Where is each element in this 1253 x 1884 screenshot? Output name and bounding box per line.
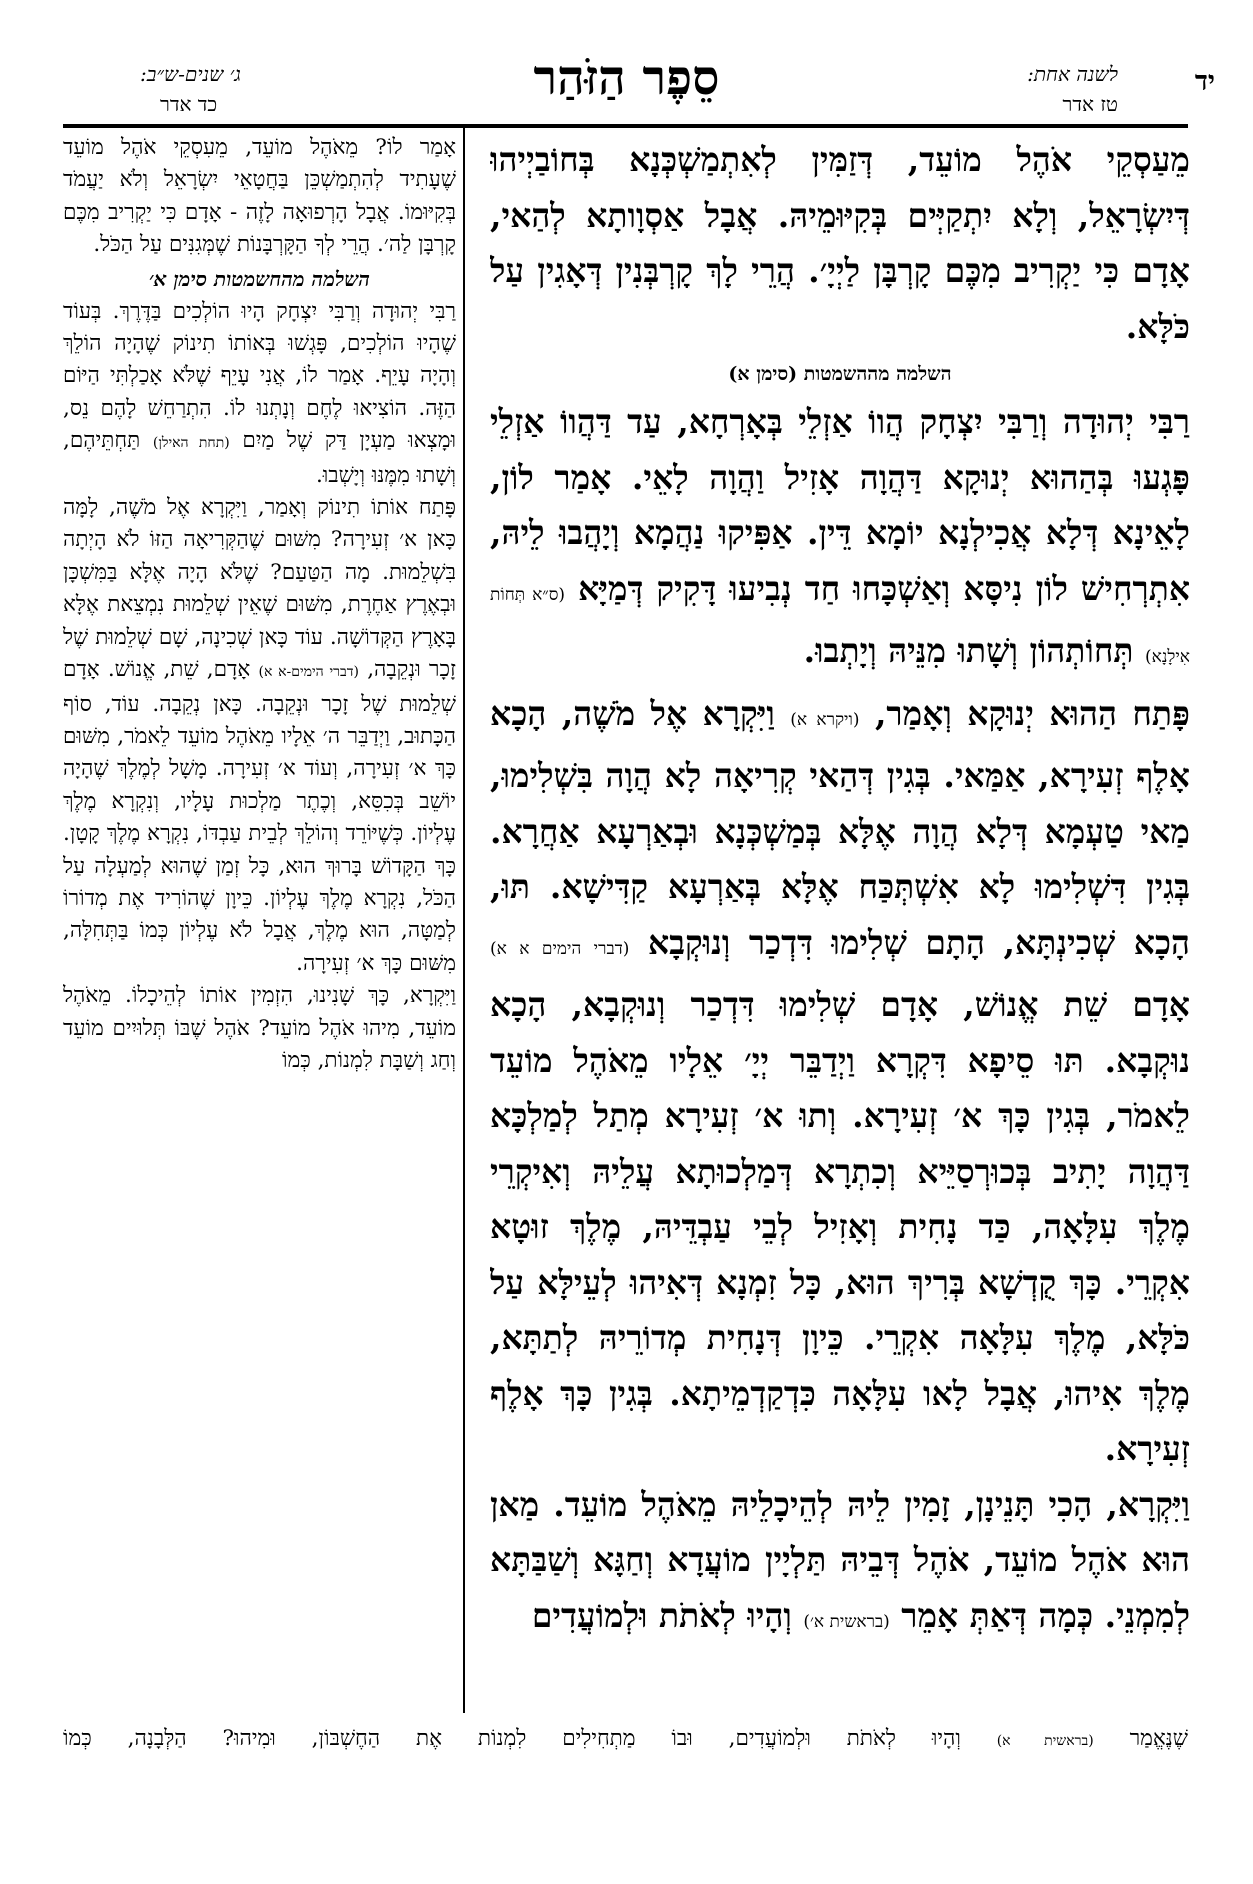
bottom-text-a: שֶׁנֶּאֱמַר [1129,1726,1188,1751]
translation-column [63,132,456,1742]
side-paragraph-2-ref: (תחת האילן) [152,435,230,452]
side-paragraph-3-ref: (דברי הימים-א א) [258,664,359,681]
main-section-title: השלמה מההשמטות (סימן א) [728,363,952,385]
page-number: יד [1194,66,1215,97]
main-paragraph-3-c: אָדָם שֵׁת אֱנוֹשׁ, אָדָם שְׁלִימוּ דִּדְכַר וְנוּקְבָא, הָכָא נוּקְבָא. תּוּ סֵיפָא דִּקְרָא וַיְדַבֵּר יְיָ׳ אֵלָיו מֵאֹהֶל מוֹעֵד לֵאמֹר, בְּגִין כָּךְ א׳ זְעִירָא. וְתוּ א׳ זְעִירָא מְתַל לְמַלְכָּא דַּהֲוָה יָתִיב בְּכוּרְסַיֵּיא וְכִתְרָא דְּמַלְכוּתָא עֲלֵיהּ וְאִיקְרֵי מֶלֶךְ עִלָּאָה, כַּד נָחִית וְאָזִיל לְבֵי עַבְדֵּיהּ, מֶלֶךְ זוּטָא אִקְרֵי. כָּךְ קֻדְשָׁא בְּרִיךְ הוּא, כָּל זִמְנָא דְּאִיהוּ לְעֵילָּא עַל כֹּלָּא, מֶלֶךְ עִלָּאָה אִקְרֵי. כֵּיוָן דְּנָחִית מְדוֹרֵיהּ לְתַתָּא, מֶלֶךְ אִיהוּ, אֲבָל לָאו עִלָּאָה כִּדְקַדְמֵיתָא. בְּגִין כָּךְ אָלֶף זְעִירָא. [490,985,1190,1468]
header-rule [63,124,1188,128]
side-paragraph-2 [63,296,456,492]
header-right-schedule: לשנה אחת: [1027,62,1118,86]
side-paragraph-2-a: רַבִּי יְהוּדָה וְרַבִּי יִצְחָק הָיוּ הוֹלְכִים בַּדֶּרֶךְ. בְּעוֹד שֶׁהָיוּ הוֹלְכִים, פָּגְשׁוּ בְּאוֹתוֹ תִינוֹק שֶׁהָיָה הוֹלֵךְ וְהָיָה עָיֵף. אָמַר לוֹ, אֲנִי עָיֵף שֶׁלֹּא אָכַלְתִּי הַיּוֹם הַזֶּה. הוֹצִיאוּ לֶחֶם וְנָתְנוּ לוֹ. הִתְרַחֵשׁ לָהֶם נֵס, וּמָצְאוּ מַעְיָן דַּק שֶׁל מַיִם [63,298,456,454]
main-paragraph-2 [490,394,1190,686]
side-paragraph-3-a: פָּתַח אוֹתוֹ תִינוֹק וְאָמַר, וַיִּקְרָא אֶל מֹשֶׁה, לָמָּה כָּאן א׳ זְעִירָה? מִשּׁוּם שֶׁהַקְּרִיאָה הַזּוֹ לֹא הָיְתָה בִּשְׁלֵמוּת. מָה הַטַּעַם? שֶׁלֹּא הָיָה אֶלָּא בַּמִּשְׁכָּן וּבְאֶרֶץ אַחֶרֶת, מִשּׁוּם שֶׁאֵין שְׁלֵמוּת נִמְצֵאת אֶלָּא בָּאָרֶץ הַקְּדוֹשָׁה. עוֹד כָּאן שְׁכִינָה, שָׁם שְׁלֵמוּת שֶׁל זָכָר וּנְקֵבָה, [63,495,456,683]
main-paragraph-4-b: וְהָיוּ לְאֹתֹת וּלְמוֹעֲדִים [531,1595,792,1635]
book-title: סֵפֶר הַזֹּהַר [533,50,720,106]
side-paragraph-4: וַיִּקְרָא, כָּךְ שָׁנִינוּ, הִזְמִין אוֹתוֹ לְהֵיכָלוֹ. מֵאֹהֶל מוֹעֵד, מִיהוּ אֹהֶל מוֹעֵד? אֹהֶל שֶׁבּוֹ תְּלוּיִים מוֹעֵד וְחַג וְשַׁבָּת לִמְנוֹת, כְּמוֹ [63,983,456,1073]
main-paragraph-3-b: וַיִּקְרָא אֶל מֹשֶׁה, הָכָא אָלֶף זְעִירָא, אַמַּאי. בְּגִין דְּהַאי קְרִיאָה לָא הֲוָה בִּשְׁלִימוּ, מַאי טַעְמָא דְּלָא הֲוָה אֶלָּא בְּמַשְׁכְּנָא וּבְאַרְעָא אַחֲרָא. בְּגִין דִּשְׁלִימוּ לָא אִשְׁתְּכַּח אֶלָּא בְּאַרְעָא קַדִּישָׁא. תּוּ, הָכָא שְׁכִינְתָּא, הָתָם שְׁלִימוּ דִּדְכַר וְנוּקְבָא [490,693,1190,962]
header-left-schedule: ג׳ שנים-ש״ב: [140,62,241,86]
bottom-text-b: וְהָיוּ לְאֹתֹת וּלְמוֹעֲדִים, וּבוֹ מַתְחִילִים לִמְנוֹת אֶת הַחֶשְׁבּוֹן, וּמִיהוּ? הַלְּבָנָה, כְּמוֹ [63,1726,961,1751]
main-paragraph-2-text: רַבִּי יְהוּדָה וְרַבִּי יִצְחָק הֲווֹ אַזְלֵי בְּאָרְחָא, עַד דַּהֲווֹ אַזְלֵי פָּגְעוּ בְּהַהוּא יְנוּקָא דַּהֲוָה אָזִיל וַהֲוָה לָאֵי. אָמַר לוֹן, לָאֵינָא דְּלָא אֲכִילְנָא יוֹמָא דֵּין. אַפִּיקוּ נַהֲמָא וְיָהֲבוּ לֵיהּ, אִתְרְחִישׁ לוֹן נִיסָּא וְאַשְׁכָּחוּ חַד נְבִיעוּ דָּקִיק דְּמַיָּא [490,402,1190,608]
side-paragraph-3 [63,492,456,980]
header-left-date: כד אדר [160,92,218,116]
main-paragraph-3 [490,686,1190,1477]
main-text-column [490,132,1190,1717]
main-paragraph-4-a: וַיִּקְרָא, הָכִי תָּנֵינָן, זָמִין לֵיהּ לְהֵיכָלֵיהּ מֵאֹהֶל מוֹעֵד. מַאן הוּא אֹהֶל מוֹעֵד, אֹהֶל דְּבֵיהּ תַּלְיָין מוֹעֲדָא וְחַגָּא וְשַׁבַּתָּא לְמִמְנֵי. כְּמָה דְּאַתְּ אָמֵר [490,1484,1190,1635]
main-paragraph-3-a: פָּתַח הַהוּא יְנוּקָא וְאָמַר, [874,693,1190,733]
main-paragraph-3-ref-2: (דברי הימים א א) [490,938,630,959]
main-paragraph-2-ref: (ס״א תְּחוֹת אִילָנָא) [490,584,1190,667]
side-section-title: השלמה מהחשמטות סימן א׳ [149,266,370,291]
side-paragraph-3-b: אָדָם, שֵׁת, אֱנוֹשׁ. אָדָם שְׁלֵמוּת שֶׁל זָכָר וּנְקֵבָה. כָּאן נְקֵבָה. עוֹד, סוֹף הַכָּתוּב, וַיְדַבֵּר ה׳ אֵלָיו מֵאֹהֶל מוֹעֵד לֵאמֹר, מִשּׁוּם כָּךְ א׳ זְעִירָה, וְעוֹד א׳ זְעִירָה. מָשָׁל לְמֶלֶךְ שֶׁהָיָה יוֹשֵׁב בְּכִסֵּא, וְכֶתֶר מַלְכוּת עָלָיו, וְנִקְרָא מֶלֶךְ עֶלְיוֹן. כְּשֶׁיּוֹרֵד וְהוֹלֵךְ לְבֵית עַבְדּוֹ, נִקְרָא מֶלֶךְ קָטָן. כָּךְ הַקָּדוֹשׁ בָּרוּךְ הוּא, כָּל זְמַן שֶׁהוּא לְמַעְלָה עַל הַכֹּל, נִקְרָא מֶלֶךְ עֶלְיוֹן. כֵּיוָן שֶׁהוֹרִיד אֶת מְדוֹרוֹ לְמַטָּה, הוּא מֶלֶךְ, אֲבָל לֹא עֶלְיוֹן כְּמוֹ בַּתְּחִלָּה, מִשּׁוּם כָּךְ א׳ זְעִירָה. [63,657,456,976]
header-right-date: טז אדר [1062,92,1118,116]
main-paragraph-2-end: תְּחוֹתְהוֹן וְשָׁתוּ מִנֵּיהּ וְיָתְבוּ. [803,631,1134,670]
column-divider [463,128,465,1713]
bottom-continuation-line [63,1724,1188,1756]
side-paragraph-2-b: תַּחְתֵּיהֶם, וְשָׁתוּ מִמֶּנּוּ וְיָשְׁבוּ. [63,428,456,488]
bottom-ref: (בראשית א) [996,1733,1094,1749]
main-paragraph-4 [490,1477,1190,1651]
main-paragraph-3-ref-1: (ויקרא א) [790,709,860,730]
main-paragraph-1: מֵעַסְקֵי אֹהֶל מוֹעֵד, דְּזַמִּין לְאִתְמַשְׁכְּנָא בְּחוֹבַיְיהוּ דְּיִשְׂרָאֵל, וְלָא יִתְקַיְּים בְּקִיּוּמֵיהּ. אֲבָל אַסְוָותָא לְהַאי, אָדָם כִּי יַקְרִיב מִכֶּם קָרְבָּן לַיְיָ׳. הֲרֵי לָךְ קָרְבְּנִין דְּאָגִין עַל כֹּלָּא. [490,140,1190,346]
main-paragraph-4-ref: (בראשית א׳) [803,1611,890,1632]
side-paragraph-1: אָמַר לוֹ? מֵאֹהֶל מוֹעֵד, מֵעִסְקֵי אֹהֶל מוֹעֵד שֶׁעָתִיד לְהִתְמַשְׁכֵּן בַּחֲטָאֵי יִשְׂרָאֵל וְלֹא יַעֲמֹד בְּקִיּוּמוֹ. אֲבָל הָרְפוּאָה לָזֶה - אָדָם כִּי יַקְרִיב מִכֶּם קָרְבָּן לַה׳. הֲרֵי לְךָ הַקָּרְבָּנוֹת שֶׁמְּגִנִּים עַל הַכֹּל. [63,135,456,258]
